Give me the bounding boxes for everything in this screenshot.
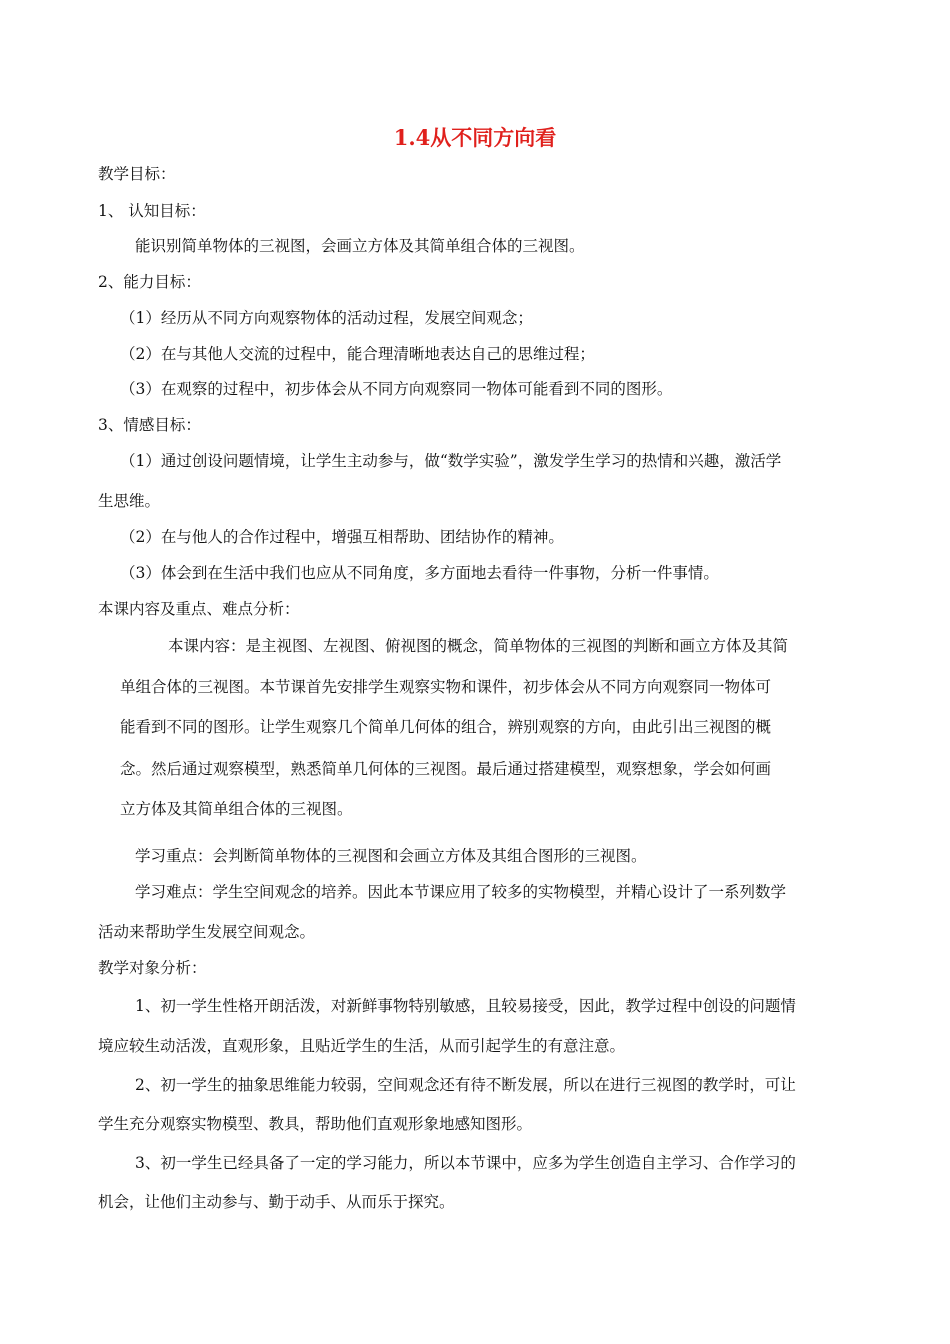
paragraph-line: 能识别简单物体的三视图，会画立方体及其简单组合体的三视图。	[135, 237, 585, 255]
heading-content-analysis: 本课内容及重点、难点分析：	[98, 600, 300, 618]
paragraph-line: （3）在观察的过程中，初步体会从不同方向观察同一物体可能看到不同的图形。	[120, 380, 673, 398]
paragraph-line: 机会，让他们主动参与、勤于动手、从而乐于探究。	[98, 1193, 455, 1211]
heading-ability-goals: 2、能力目标：	[98, 273, 201, 291]
heading-emotional-goals: 3、情感目标：	[98, 416, 201, 434]
paragraph-line: （2）在与其他人交流的过程中，能合理清晰地表达自己的思维过程；	[120, 345, 595, 363]
paragraph-line: 2、初一学生的抽象思维能力较弱，空间观念还有待不断发展，所以在进行三视图的教学时，可让	[135, 1076, 796, 1094]
paragraph-line: 1、初一学生性格开朗活泼，对新鲜事物特别敏感，且较易接受，因此，教学过程中创设的问题情	[135, 997, 796, 1015]
heading-cognitive-goals: 1、 认知目标：	[98, 202, 206, 220]
paragraph-line: 生思维。	[98, 492, 161, 510]
key-points: 学习重点：会判断简单物体的三视图和会画立方体及其组合图形的三视图。	[135, 847, 647, 865]
document-title: 1.4从不同方向看	[393, 125, 557, 150]
paragraph-line: 3、初一学生已经具备了一定的学习能力，所以本节课中，应多为学生创造自主学习、合作学习的	[135, 1154, 796, 1172]
heading-teaching-goals: 教学目标：	[98, 165, 176, 183]
paragraph-line: 念。然后通过观察模型，熟悉简单几何体的三视图。最后通过搭建模型，观察想象，学会如何画	[120, 760, 772, 778]
paragraph-line: 本课内容：是主视图、左视图、俯视图的概念，简单物体的三视图的判断和画立方体及其简	[168, 637, 789, 655]
paragraph-line: （2）在与他人的合作过程中，增强互相帮助、团结协作的精神。	[120, 528, 564, 546]
paragraph-line: 立方体及其简单组合体的三视图。	[120, 800, 353, 818]
heading-student-analysis: 教学对象分析：	[98, 959, 207, 977]
paragraph-line: 学生充分观察实物模型、教具，帮助他们直观形象地感知图形。	[98, 1115, 533, 1133]
paragraph-line: 活动来帮助学生发展空间观念。	[98, 923, 316, 941]
paragraph-line: （1）通过创设问题情境，让学生主动参与，做“数学实验”，激发学生学习的热情和兴趣，激活学	[120, 452, 782, 470]
difficult-points: 学习难点：学生空间观念的培养。因此本节课应用了较多的实物模型，并精心设计了一系列数学	[135, 883, 787, 901]
paragraph-line: 能看到不同的图形。让学生观察几个简单几何体的组合，辨别观察的方向，由此引出三视图的概	[120, 718, 772, 736]
paragraph-line: （3）体会到在生活中我们也应从不同角度，多方面地去看待一件事物，分析一件事情。	[120, 564, 719, 582]
paragraph-line: （1）经历从不同方向观察物体的活动过程，发展空间观念；	[120, 309, 533, 327]
paragraph-line: 境应较生动活泼，直观形象，且贴近学生的生活，从而引起学生的有意注意。	[98, 1037, 626, 1055]
paragraph-line: 单组合体的三视图。本节课首先安排学生观察实物和课件，初步体会从不同方向观察同一物体可	[120, 678, 772, 696]
